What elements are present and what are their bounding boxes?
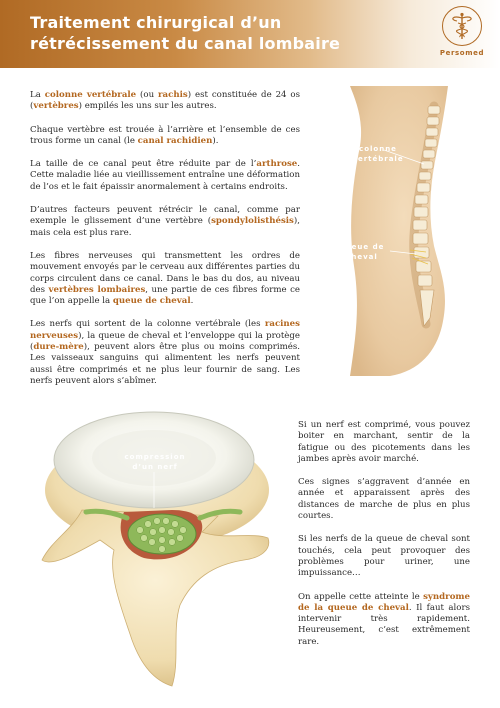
label-line: colonne bbox=[359, 145, 397, 153]
paragraph-10 bbox=[298, 592, 470, 648]
label-colonne-vertebrale bbox=[348, 144, 408, 164]
label-queue-de-cheval bbox=[336, 242, 388, 262]
label-compression-nerf bbox=[114, 452, 196, 472]
text: Ces signes s’aggravent d’année en année et apparaissent après des distances de marche de plus en plus courtes. bbox=[298, 477, 470, 522]
term-rachis: rachis bbox=[158, 90, 188, 100]
label-line: queue de bbox=[339, 243, 385, 251]
paragraph-4 bbox=[30, 205, 300, 239]
logo-circle bbox=[442, 6, 482, 46]
paragraph-1 bbox=[30, 90, 300, 113]
term-racines-nerveuses: racines nerveuses bbox=[30, 319, 300, 341]
text: Si les nerfs de la queue de cheval sont touchés, cela peut provoquer des problèmes pour uriner, une impuissance… bbox=[298, 534, 470, 579]
text: Les fibres nerveuses qui transmettent les ordres de mouvement envoyés par le cerveau aux différentes parties du corps circulent dans ce canal. Dans le bas du dos, au niveau des bbox=[30, 250, 300, 295]
text: ) est constituée de 24 os ( bbox=[30, 90, 300, 112]
term-queue-de-cheval: queue de cheval bbox=[112, 296, 191, 307]
text: Si un nerf est comprimé, vous pouvez boiter en marchant, sentir de la fatigue ou des picotements dans les jambes après avoir marché. bbox=[298, 420, 470, 464]
logo-text: Persomed bbox=[439, 49, 485, 57]
text: ). bbox=[212, 135, 219, 146]
main-text-column bbox=[30, 90, 300, 399]
text: La bbox=[30, 90, 45, 100]
text: La taille de ce canal peut être réduite par de l’ bbox=[30, 159, 257, 170]
term-colonne-vertebrale: colonne vertébrale bbox=[44, 90, 137, 100]
term-canal-rachidien: canal rachidien bbox=[137, 135, 213, 146]
paragraph-7 bbox=[298, 420, 470, 465]
text: , une partie de ces fibres forme ce que l’on appelle la bbox=[30, 284, 301, 307]
label-line: vertébrale bbox=[352, 155, 404, 163]
page-header bbox=[0, 0, 500, 68]
persomed-logo bbox=[437, 6, 487, 66]
text: Les nerfs qui sortent de la colonne vertébrale (les bbox=[30, 319, 265, 330]
term-vertebres-lombaires: vertèbres lombaires bbox=[48, 284, 146, 295]
paragraph-3 bbox=[30, 159, 300, 193]
vertebra-drawing bbox=[22, 400, 292, 690]
text: . Cette maladie liée au vieillissement entraîne une déformation de l’os et le fait épaissir anormalement à certains endroits. bbox=[30, 159, 300, 192]
secondary-text-column bbox=[298, 420, 470, 660]
text: Chaque vertèbre est trouée à l’arrière et l’ensemble de ces trous forme un canal (le bbox=[30, 124, 300, 146]
label-line: cheval bbox=[346, 253, 378, 261]
text: . Il faut alors intervenir très rapidement. Heureusement, c’est extrêmement rare. bbox=[298, 602, 471, 647]
text: (ou bbox=[136, 90, 159, 100]
spine-illustration bbox=[330, 86, 480, 376]
text: ), la queue de cheval et l’enveloppe qui la protège ( bbox=[30, 330, 300, 353]
caduceus-icon bbox=[448, 11, 476, 41]
term-dure-mere: dure-mère bbox=[33, 342, 84, 353]
paragraph-5 bbox=[30, 251, 300, 307]
paragraph-2 bbox=[30, 125, 300, 148]
title-line-1: Traitement chirurgical d’un bbox=[30, 13, 282, 32]
page-title bbox=[30, 12, 360, 54]
term-arthrose: arthrose bbox=[256, 159, 298, 170]
text: ), mais cela est plus rare. bbox=[30, 216, 300, 238]
term-spondylolisthesis: spondylolisthésis bbox=[211, 216, 294, 227]
text: ), peuvent alors être plus ou moins comprimés. Les vaisseaux sanguins qui alimentent les nerfs peuvent aussi être comprimés et ne plus leur fournir de sang. Les nerfs peuvent alors s’abîmer. bbox=[30, 342, 300, 386]
term-syndrome-queue-de-cheval: syndrome de la queue de cheval bbox=[298, 591, 470, 613]
text: . bbox=[190, 296, 194, 307]
text: ) empilés les uns sur les autres. bbox=[78, 101, 217, 112]
spine-drawing bbox=[330, 86, 480, 376]
text: On appelle cette atteinte le bbox=[298, 591, 424, 602]
term-vertebres: vertèbres bbox=[33, 101, 79, 112]
paragraph-6 bbox=[30, 319, 300, 387]
text: D’autres facteurs peuvent rétrécir le canal, comme par exemple le glissement d’une vertèbre ( bbox=[30, 205, 300, 227]
title-line-2: rétrécissement du canal lombaire bbox=[30, 34, 341, 53]
paragraph-8 bbox=[298, 477, 470, 522]
label-line: compression bbox=[124, 453, 186, 461]
paragraph-9 bbox=[298, 534, 470, 579]
vertebra-illustration bbox=[22, 400, 292, 690]
label-line: d’un nerf bbox=[132, 463, 178, 471]
